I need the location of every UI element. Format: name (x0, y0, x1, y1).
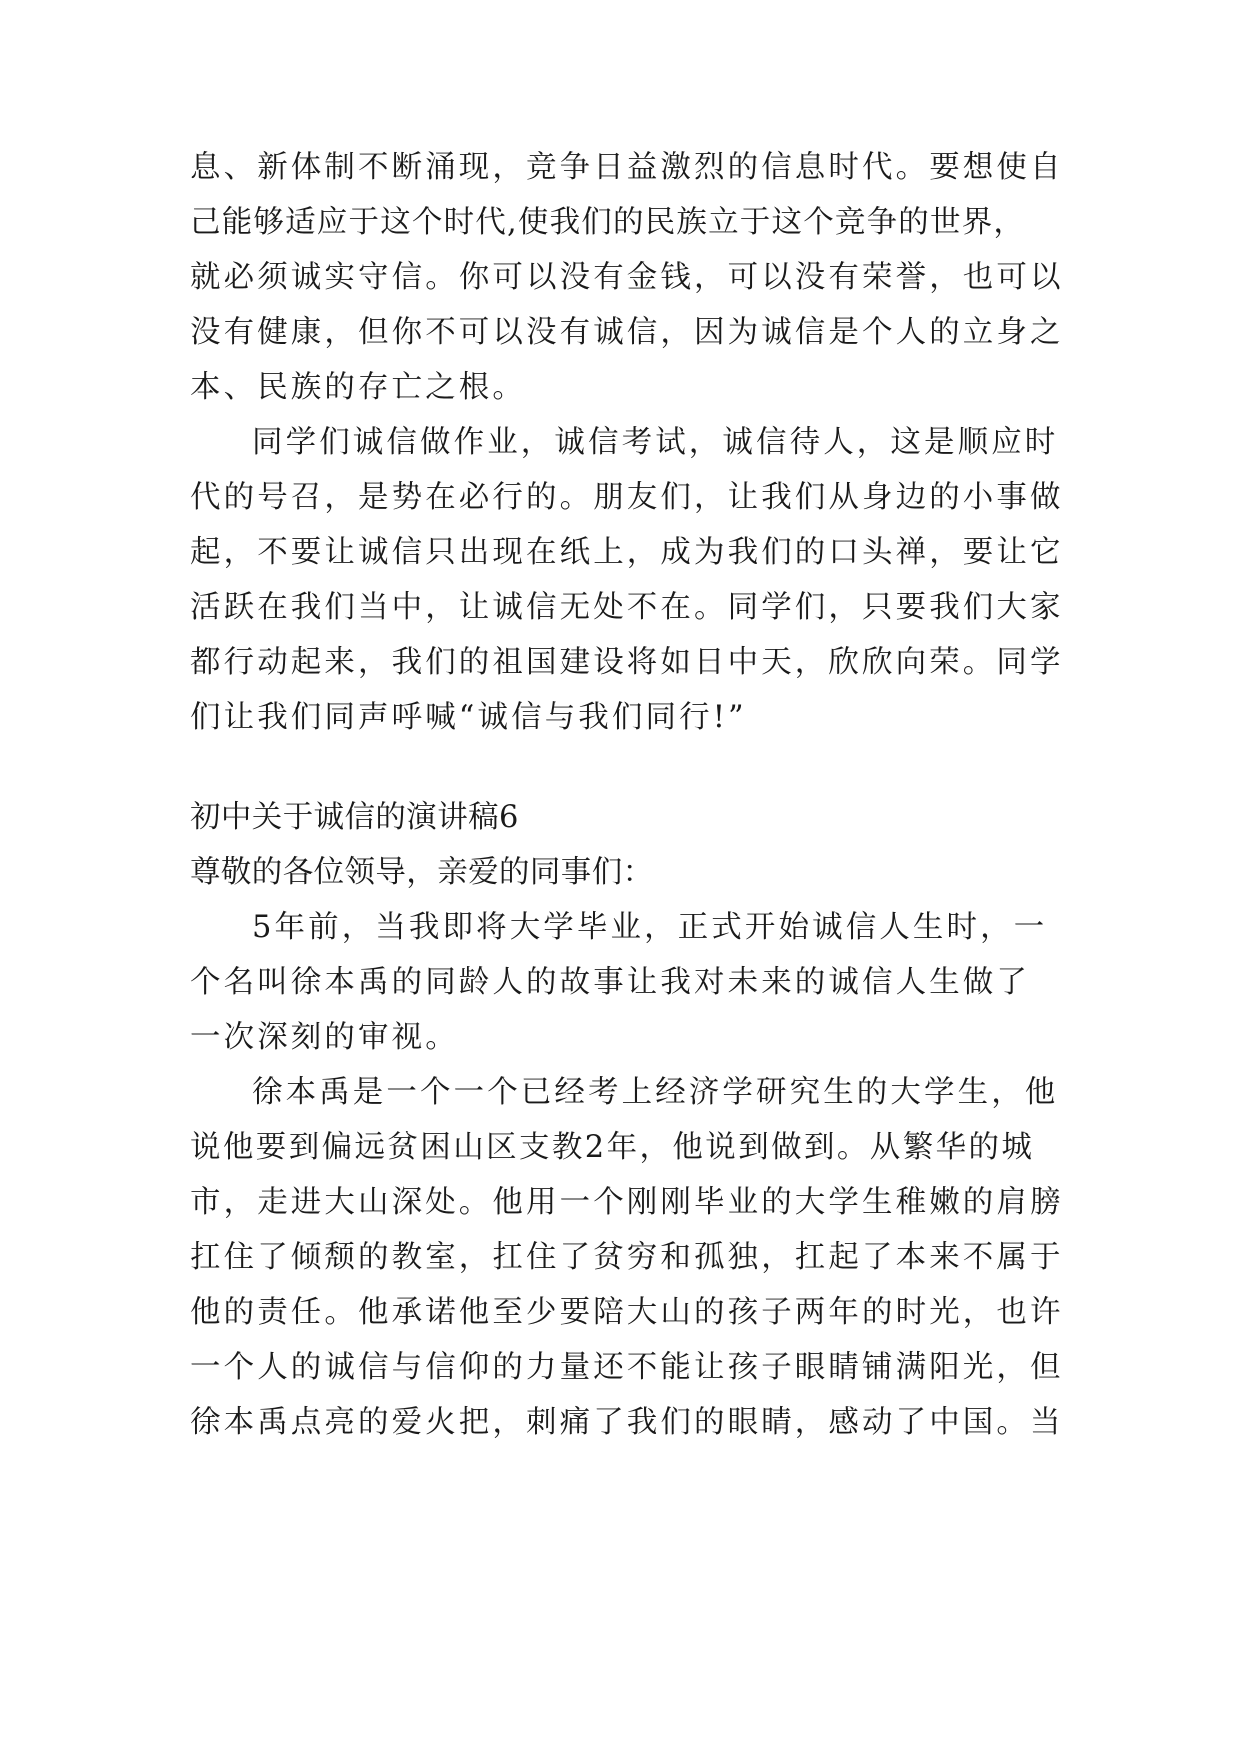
paragraph-2-line-1: 同学们诚信做作业，诚信考试，诚信待人，这是顺应时 (252, 425, 1059, 460)
paragraph-2-line-3: 起，不要让诚信只出现在纸上，成为我们的口头禅，要让它 (190, 535, 1064, 570)
paragraph-4-line-5: 他的责任。他承诺他至少要陪大山的孩子两年的时光，也许 (190, 1295, 1064, 1330)
paragraph-3-line-2: 个名叫徐本禹的同龄人的故事让我对未来的诚信人生做了 (190, 965, 1030, 1000)
paragraph-3-line-1: 5年前，当我即将大学毕业，正式开始诚信人生时，一 (252, 910, 1048, 945)
paragraph-4-line-1: 徐本禹是一个一个已经考上经济学研究生的大学生，他 (252, 1075, 1059, 1110)
paragraph-2-line-5: 都行动起来，我们的祖国建设将如日中天，欣欣向荣。同学 (190, 645, 1064, 680)
paragraph-3-line-3: 一次深刻的审视。 (190, 1020, 459, 1055)
paragraph-1-line-2: 己能够适应于这个时代,使我们的民族立于这个竞争的世界， (190, 205, 1026, 240)
paragraph-4-line-6: 一个人的诚信与信仰的力量还不能让孩子眼睛铺满阳光，但 (190, 1350, 1064, 1385)
paragraph-4-line-4: 扛住了倾颓的教室，扛住了贫穷和孤独，扛起了本来不属于 (190, 1240, 1064, 1275)
paragraph-1-line-5: 本、民族的存亡之根。 (190, 370, 526, 405)
paragraph-2-line-6: 们让我们同声呼喊“诚信与我们同行!” (190, 700, 747, 735)
paragraph-1-line-3: 就必须诚实守信。你可以没有金钱，可以没有荣誉，也可以 (190, 260, 1064, 295)
paragraph-4-line-7: 徐本禹点亮的爱火把，刺痛了我们的眼睛，感动了中国。当 (190, 1405, 1064, 1440)
paragraph-2-line-2: 代的号召，是势在必行的。朋友们，让我们从身边的小事做 (190, 480, 1064, 515)
paragraph-4-line-3: 市，走进大山深处。他用一个刚刚毕业的大学生稚嫩的肩膀 (190, 1185, 1064, 1220)
paragraph-2-line-4: 活跃在我们当中，让诚信无处不在。同学们，只要我们大家 (190, 590, 1064, 625)
salutation: 尊敬的各位领导，亲爱的同事们： (190, 855, 654, 890)
paragraph-1-line-4: 没有健康，但你不可以没有诚信，因为诚信是个人的立身之 (190, 315, 1064, 350)
paragraph-1-line-1: 息、新体制不断涌现，竞争日益激烈的信息时代。要想使自 (190, 150, 1064, 185)
section-title: 初中关于诚信的演讲稿6 (190, 800, 519, 835)
paragraph-4-line-2: 说他要到偏远贫困山区支教2年，他说到做到。从繁华的城 (190, 1130, 1035, 1165)
